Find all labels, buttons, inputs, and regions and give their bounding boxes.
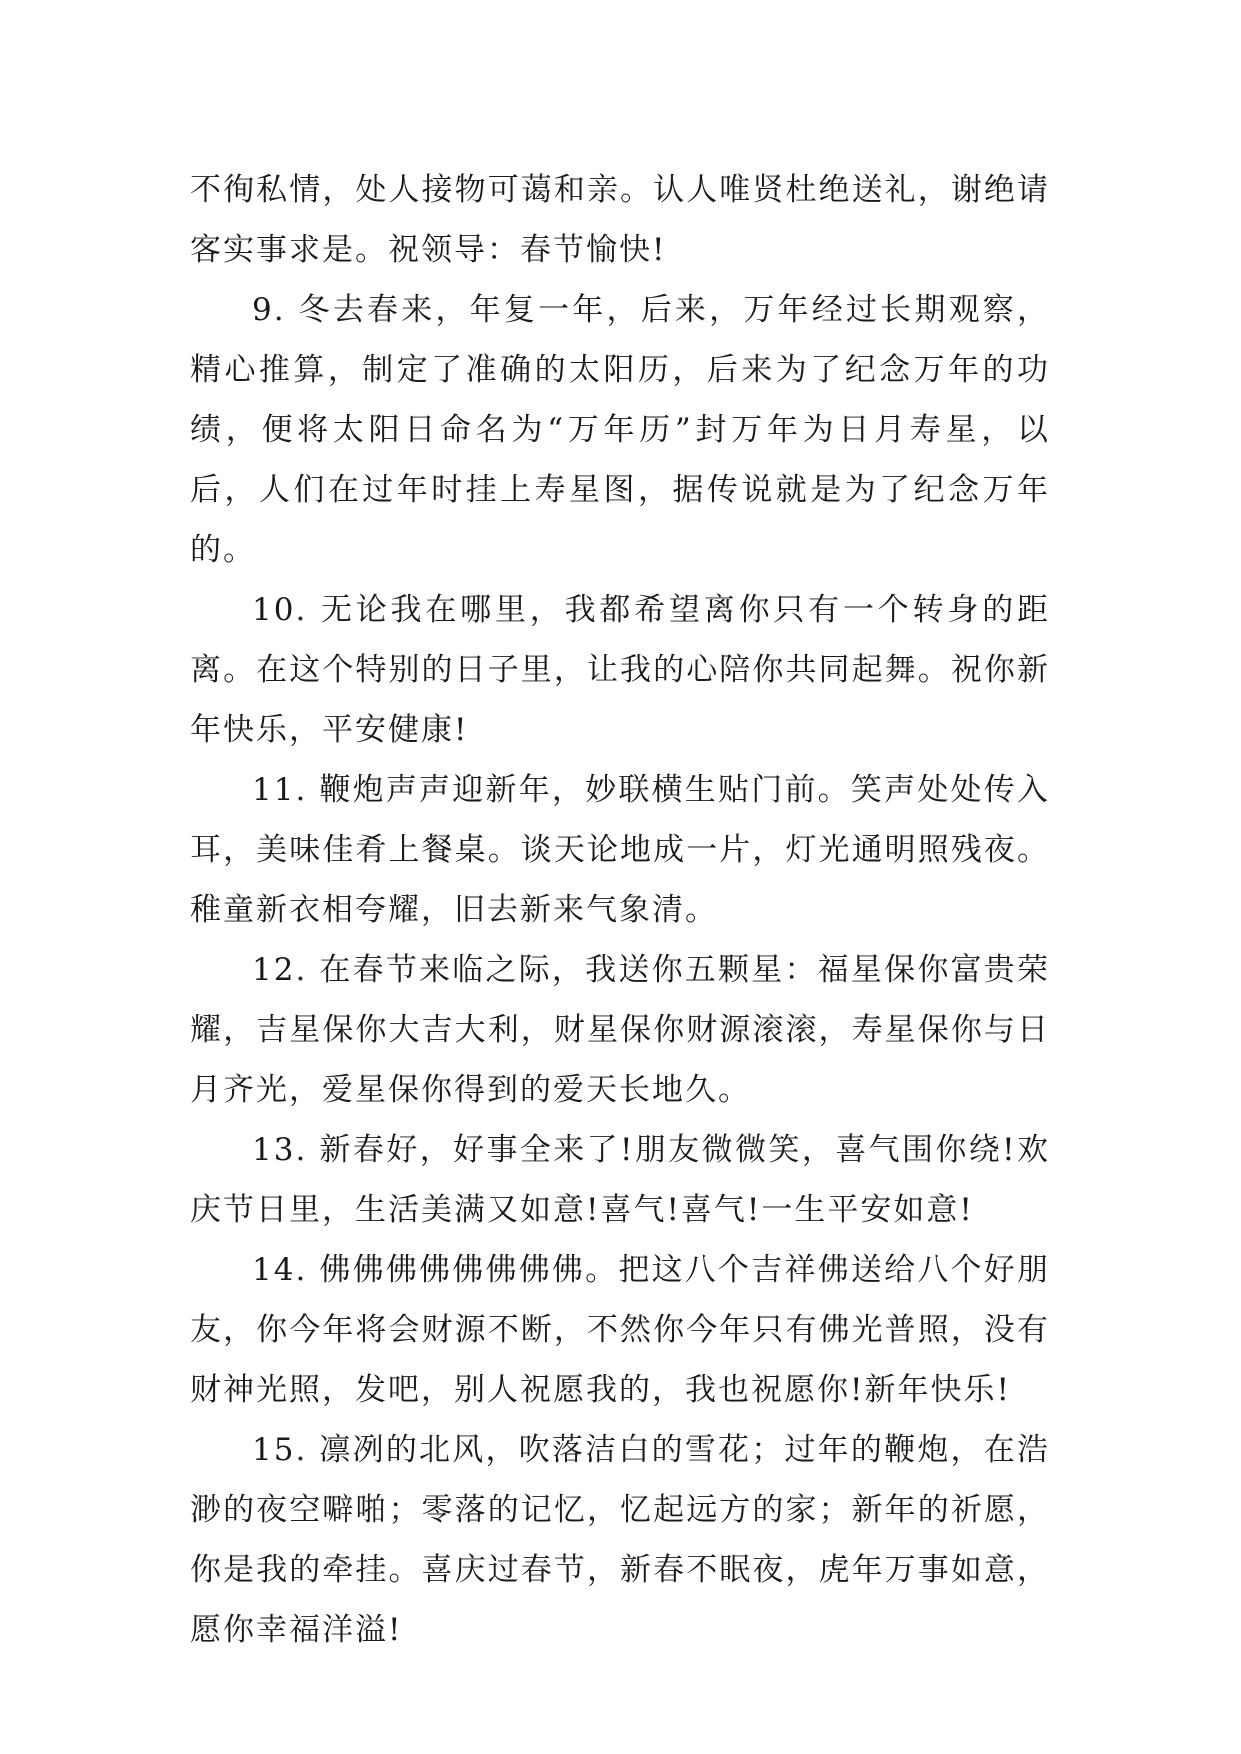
paragraph-item-10: 10. 无论我在哪里，我都希望离你只有一个转身的距离。在这个特别的日子里，让我的心陪你共同起舞。祝你新年快乐，平安健康!: [190, 592, 1050, 748]
paragraph-item-11: 11. 鞭炮声声迎新年，妙联横生贴门前。笑声处处传入耳，美味佳肴上餐桌。谈天论地成一片，灯光通明照残夜。稚童新衣相夸耀，旧去新来气象清。: [190, 772, 1050, 928]
paragraph-item-14: 14. 佛佛佛佛佛佛佛佛。把这八个吉祥佛送给八个好朋友，你今年将会财源不断，不然你今年只有佛光普照，没有财神光照，发吧，别人祝愿我的，我也祝愿你!新年快乐!: [190, 1252, 1050, 1408]
document-body: [190, 160, 1050, 1660]
paragraph-item-13: 13. 新春好，好事全来了!朋友微微笑，喜气围你绕!欢庆节日里，生活美满又如意!喜气!喜气!一生平安如意!: [190, 1132, 1050, 1228]
paragraph-item-9: 9. 冬去春来，年复一年，后来，万年经过长期观察，精心推算，制定了准确的太阳历，后来为了纪念万年的功绩，便将太阳日命名为“万年历”封万年为日月寿星，以后，人们在过年时挂上寿星图，据传说就是为了纪念万年的。: [190, 292, 1050, 568]
paragraph-item-15: 15. 凛冽的北风，吹落洁白的雪花；过年的鞭炮，在浩渺的夜空噼啪；零落的记忆，忆起远方的家；新年的祈愿，你是我的牵挂。喜庆过春节，新春不眠夜，虎年万事如意，愿你幸福洋溢!: [190, 1432, 1050, 1648]
paragraph-continuation: 不徇私情，处人接物可蔼和亲。认人唯贤杜绝送礼，谢绝请客实事求是。祝领导：春节愉快!: [190, 172, 1050, 268]
paragraph-item-12: 12. 在春节来临之际，我送你五颗星：福星保你富贵荣耀，吉星保你大吉大利，财星保你财源滚滚，寿星保你与日月齐光，爱星保你得到的爱天长地久。: [190, 952, 1050, 1108]
